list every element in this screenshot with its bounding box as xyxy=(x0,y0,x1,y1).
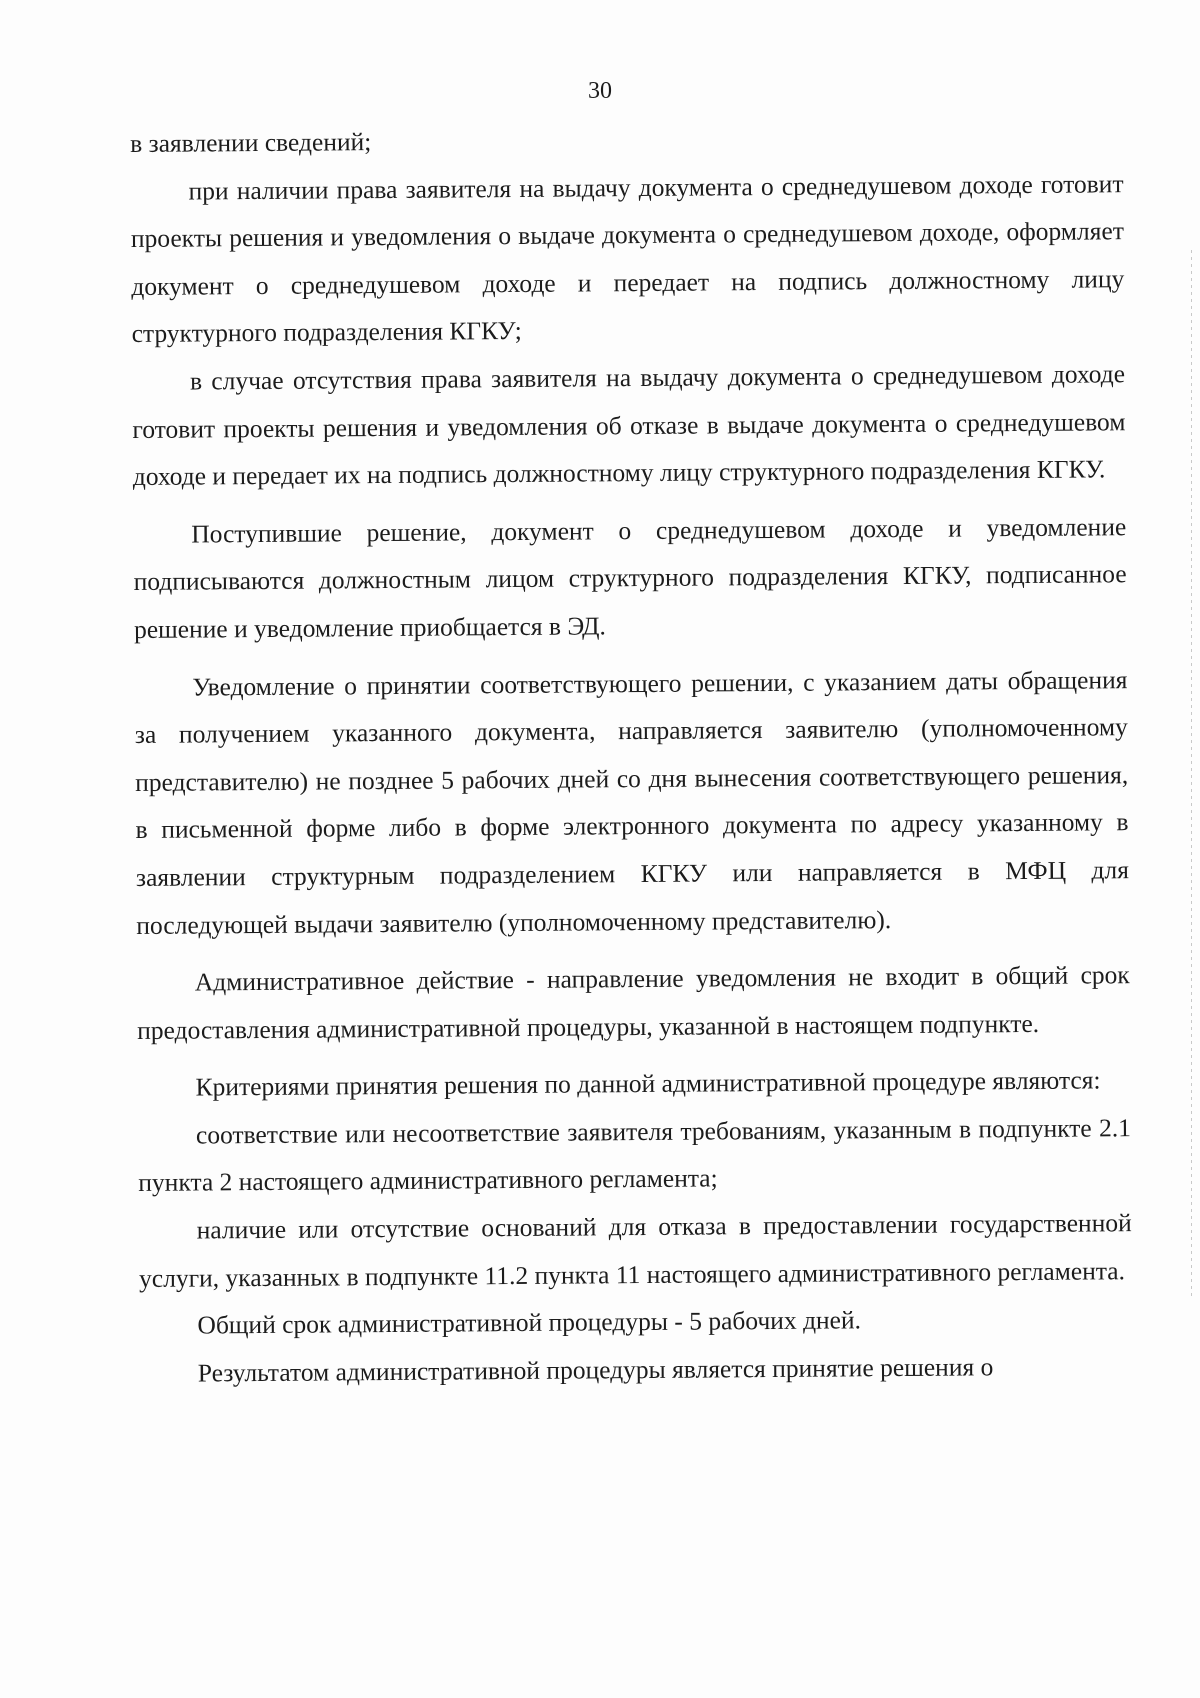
paragraph: Уведомление о принятии соответствующего решении, с указанием даты обращения за получением указанного документа, направляется заявителю (уполномоченному представителю) не позднее 5 рабочих дней со дня вынесения соответствующего решения, в письменной форме либо в форме электронного документа по адресу указанному в заявлении структурным подразделением КГКУ или направляется в МФЦ для последующей выдачи заявителю (уполномоченному представителю). xyxy=(134,664,1130,940)
page-number: 30 xyxy=(588,78,612,104)
paragraph: Общий срок административной процедуры - 5 рабочих дней. xyxy=(197,1305,862,1340)
paragraph: при наличии права заявителя на выдачу документа о среднедушевом доходе готовит проекты решения и уведомления о выдаче документа о среднедушевом доходе, оформляет документ о среднедушевом доходе и передает на подпись должностному лицу структурного подразделения КГКУ; xyxy=(130,168,1125,349)
document-body xyxy=(130,112,1133,1397)
scan-edge-line xyxy=(1191,250,1192,1300)
list-item: наличие или отсутствие оснований для отказа в предоставлении государственной услуги, указанных в подпункте 11.2 пункта 11 настоящего административного регламента. xyxy=(138,1208,1132,1293)
paragraph: Административное действие - направление уведомления не входит в общий срок предоставления административной процедуры, указанной в настоящем подпункте. xyxy=(137,960,1130,1045)
paragraph: Критериями принятия решения по данной административной процедуре являются: xyxy=(195,1065,1101,1102)
paragraph: в случае отсутствия права заявителя на выдачу документа о среднедушевом доходе готовит проекты решения и уведомления об отказе в выдаче документа о среднедушевом доходе и передает их на подпись должностному лицу структурного подразделения КГКУ. xyxy=(132,359,1126,492)
list-item: соответствие или несоответствие заявителя требованиям, указанным в подпункте 2.1 пункта 2 настоящего административного регламента; xyxy=(138,1113,1132,1198)
paragraph: Результатом административной процедуры является принятие решения о xyxy=(197,1352,994,1388)
paragraph-continuation: в заявлении сведений; xyxy=(130,127,372,158)
paragraph: Поступившие решение, документ о среднедушевом доходе и уведомление подписываются должностным лицом структурного подразделения КГКУ, подписанное решение и уведомление приобщается в ЭД. xyxy=(133,511,1127,644)
